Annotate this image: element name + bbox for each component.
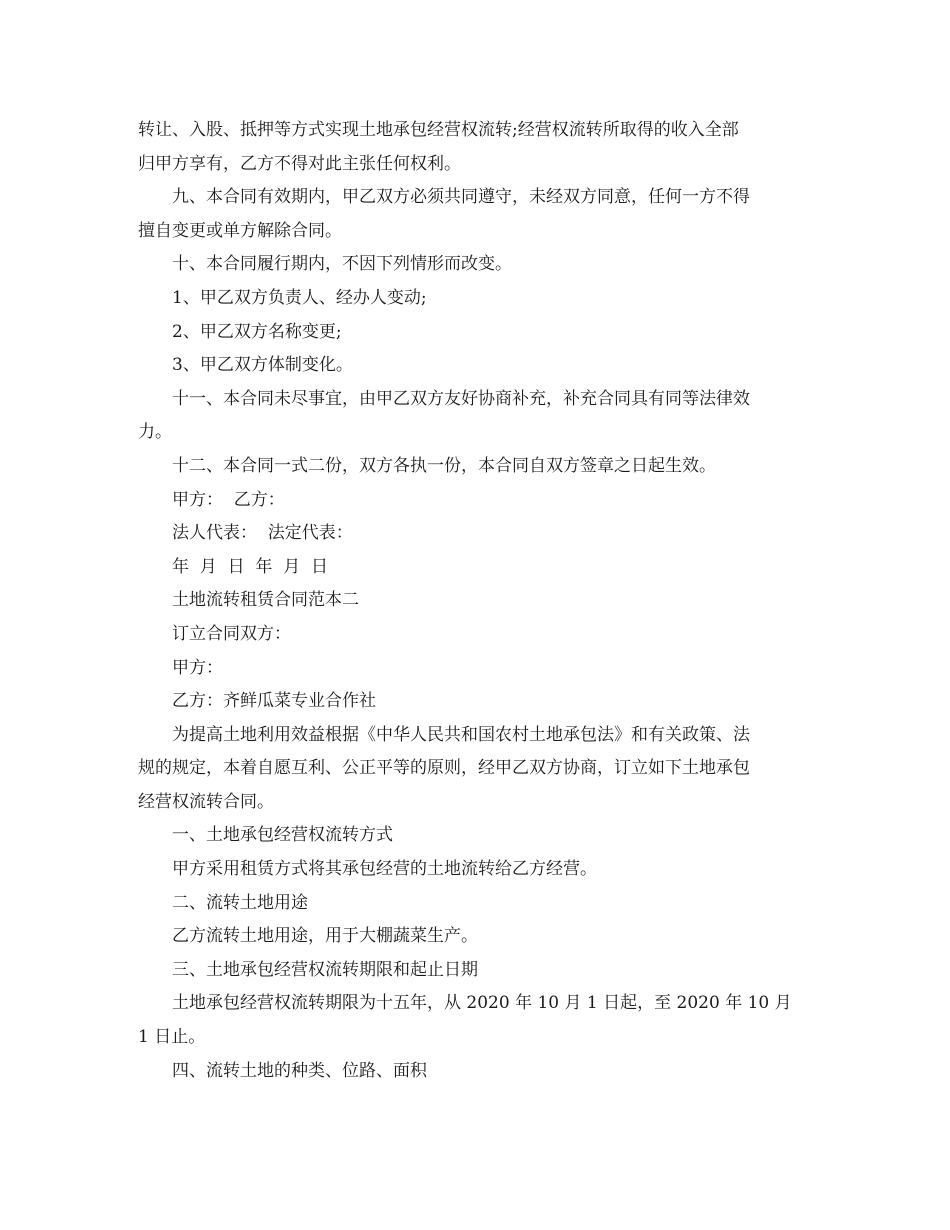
text-line: 经营权流转合同。 [138, 791, 274, 812]
paragraph [138, 517, 814, 551]
text-line: 转让、入股、抵押等方式实现土地承包经营权流转;经营权流转所取得的收入全部 [138, 120, 739, 140]
paragraph [138, 484, 814, 518]
text-line: 九、本合同有效期内，甲乙双方必须共同遵守，未经双方同意，任何一方不得 [172, 187, 750, 208]
paragraph [138, 987, 814, 1054]
text-line: 法人代表： 法定代表： [172, 523, 353, 544]
paragraph [138, 316, 814, 350]
text-line: 四、流转土地的种类、位路、面积 [172, 1060, 427, 1081]
text-line: 十一、本合同未尽事宜，由甲乙双方友好协商补充，补充合同具有同等法律效 [172, 388, 750, 409]
paragraph [138, 1055, 814, 1089]
paragraph [138, 114, 814, 181]
text-line: 为提高土地利用效益根据《中华人民共和国农村土地承包法》和有关政策、法 [172, 724, 750, 745]
paragraph [138, 349, 814, 383]
text-line: 3、甲乙双方体制变化。 [172, 355, 353, 376]
text-line: 甲方： 乙方： [172, 489, 285, 510]
paragraph [138, 719, 814, 820]
text-line: 甲方采用租赁方式将其承包经营的土地流转给乙方经营。 [172, 859, 597, 880]
paragraph [138, 920, 814, 954]
text-line: 甲方： [172, 657, 223, 678]
paragraph [138, 853, 814, 887]
text-line: 1、甲乙双方负责人、经办人变动; [172, 287, 427, 308]
text-line: 订立合同双方： [172, 623, 291, 644]
text-line: 十二、本合同一式二份，双方各执一份，本合同自双方签章之日起生效。 [172, 455, 716, 476]
paragraph [138, 584, 814, 618]
text-line: 力。 [138, 422, 172, 443]
paragraph [138, 819, 814, 853]
text-line: 年 月 日 年 月 日 [172, 556, 329, 577]
text-line: 土地流转租赁合同范本二 [172, 590, 359, 611]
text-line: 乙方：齐鲜瓜菜专业合作社 [172, 691, 376, 712]
paragraph [138, 551, 814, 585]
paragraph [138, 282, 814, 316]
text-line: 土地承包经营权流转期限为十五年，从 2020 年 10 月 1 日起，至 2020 年 10 月 [172, 993, 792, 1014]
paragraph [138, 652, 814, 686]
paragraph [138, 181, 814, 248]
paragraph [138, 383, 814, 450]
paragraph [138, 618, 814, 652]
text-line: 2、甲乙双方名称变更; [172, 321, 342, 342]
paragraph [138, 887, 814, 921]
text-line: 擅自变更或单方解除合同。 [138, 220, 342, 241]
text-line: 归甲方享有，乙方不得对此主张任何权利。 [138, 153, 461, 174]
paragraph [138, 450, 814, 484]
paragraph [138, 954, 814, 988]
text-line: 乙方流转土地用途，用于大棚蔬菜生产。 [172, 926, 478, 947]
paragraph [138, 248, 814, 282]
text-line: 三、土地承包经营权流转期限和起止日期 [172, 959, 478, 980]
text-line: 规的规定，本着自愿互利、公正平等的原则，经甲乙双方协商，订立如下土地承包 [138, 758, 750, 779]
text-line: 一、土地承包经营权流转方式 [172, 825, 393, 846]
document-body [138, 114, 814, 1088]
paragraph [138, 685, 814, 719]
text-line: 二、流转土地用途 [172, 892, 308, 913]
text-line: 1 日止。 [138, 1027, 206, 1048]
text-line: 十、本合同履行期内，不因下列情形而改变。 [172, 254, 512, 275]
